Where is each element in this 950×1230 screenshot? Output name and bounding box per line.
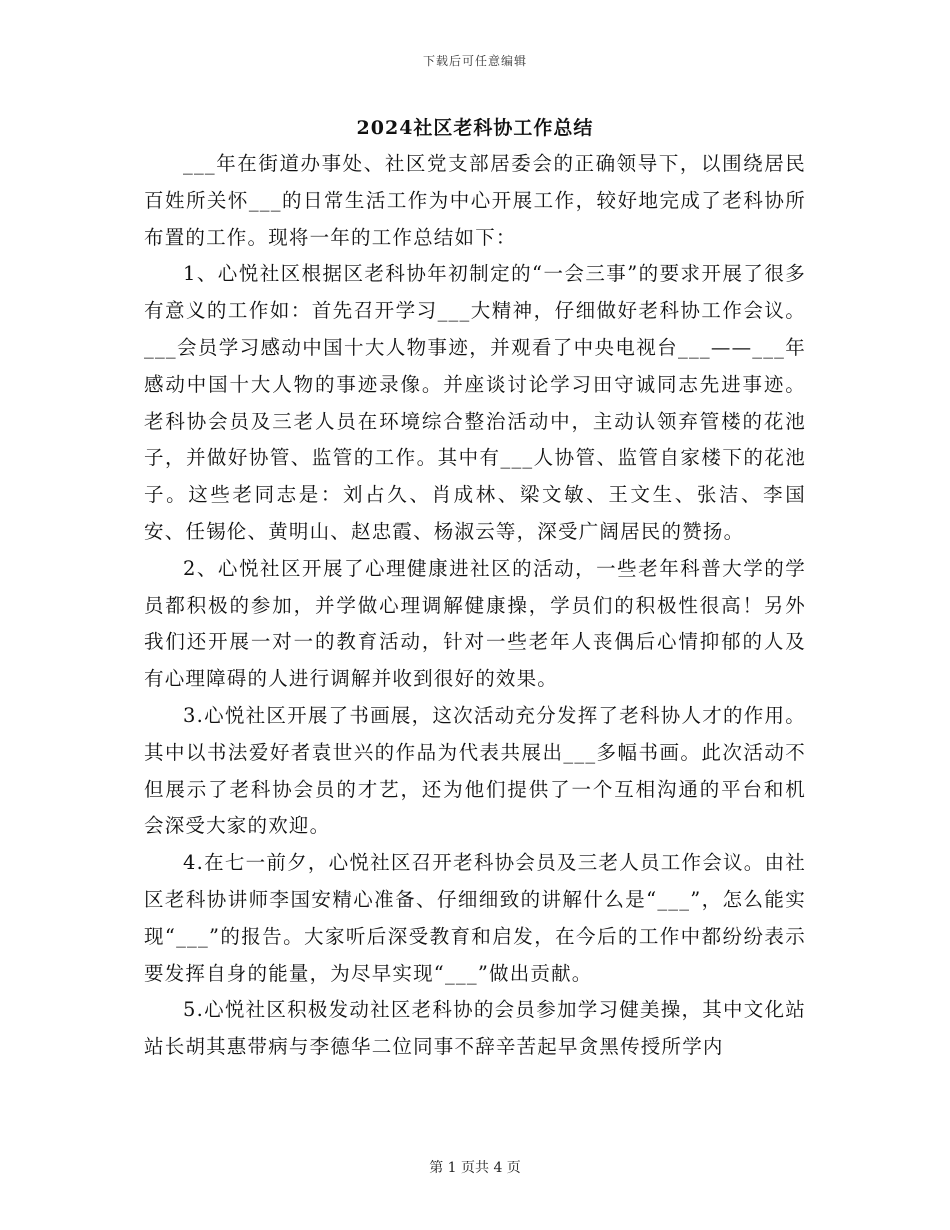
page-number: 第 1 页共 4 页 <box>429 1160 521 1176</box>
paragraph-item-3: 3.心悦社区开展了书画展，这次活动充分发挥了老科协人才的作用。其中以书法爱好者袁世兴的作品为代表共展出___多幅书画。此次活动不但展示了老科协会员的才艺，还为他们提供了一个互相沟通的平台和机会深受大家的欢迎。 <box>144 703 806 838</box>
paragraph-item-4: 4.在七一前夕，心悦社区召开老科协会员及三老人员工作会议。由社区老科协讲师李国安精心准备、仔细细致的讲解什么是“___”，怎么能实现“___”的报告。大家听后深受教育和启发，在今后的工作中都纷纷表示要发挥自身的能量，为尽早实现“___”做出贡献。 <box>144 851 806 985</box>
document-title: 2024社区老科协工作总结 <box>356 117 594 139</box>
paragraph-intro: ___年在街道办事处、社区党支部居委会的正确领导下，以围绕居民百姓所关怀___的日常生活工作为中心开展工作，较好地完成了老科协所布置的工作。现将一年的工作总结如下： <box>144 152 806 249</box>
document-body <box>144 146 806 1066</box>
paragraph-item-2: 2、心悦社区开展了心理健康进社区的活动，一些老年科普大学的学员都积极的参加，并学做心理调解健康操，学员们的积极性很高！另外我们还开展一对一的教育活动，针对一些老年人丧偶后心情抑郁的人及有心理障碍的人进行调解并收到很好的效果。 <box>144 556 806 691</box>
paragraph-item-1: 1、心悦社区根据区老科协年初制定的“一会三事”的要求开展了很多有意义的工作如：首先召开学习___大精神，仔细做好老科协工作会议。___会员学习感动中国十大人物事迹，并观看了中央电视台___——___年感动中国十大人物的事迹录像。并座谈讨论学习田守诚同志先进事迹。老科协会员及三老人员在环境综合整治活动中，主动认领弃管楼的花池子，并做好协管、监管的工作。其中有___人协管、监管自家楼下的花池子。这些老同志是：刘占久、肖成林、梁文敏、王文生、张洁、李国安、任锡伦、黄明山、赵忠霞、杨淑云等，深受广阔居民的赞扬。 <box>144 262 806 543</box>
page-header-note: 下载后可任意编辑 <box>422 54 527 68</box>
paragraph-item-5: 5.心悦社区积极发动社区老科协的会员参加学习健美操，其中文化站站长胡其惠带病与李德华二位同事不辞辛苦起早贪黑传授所学内 <box>144 998 806 1059</box>
